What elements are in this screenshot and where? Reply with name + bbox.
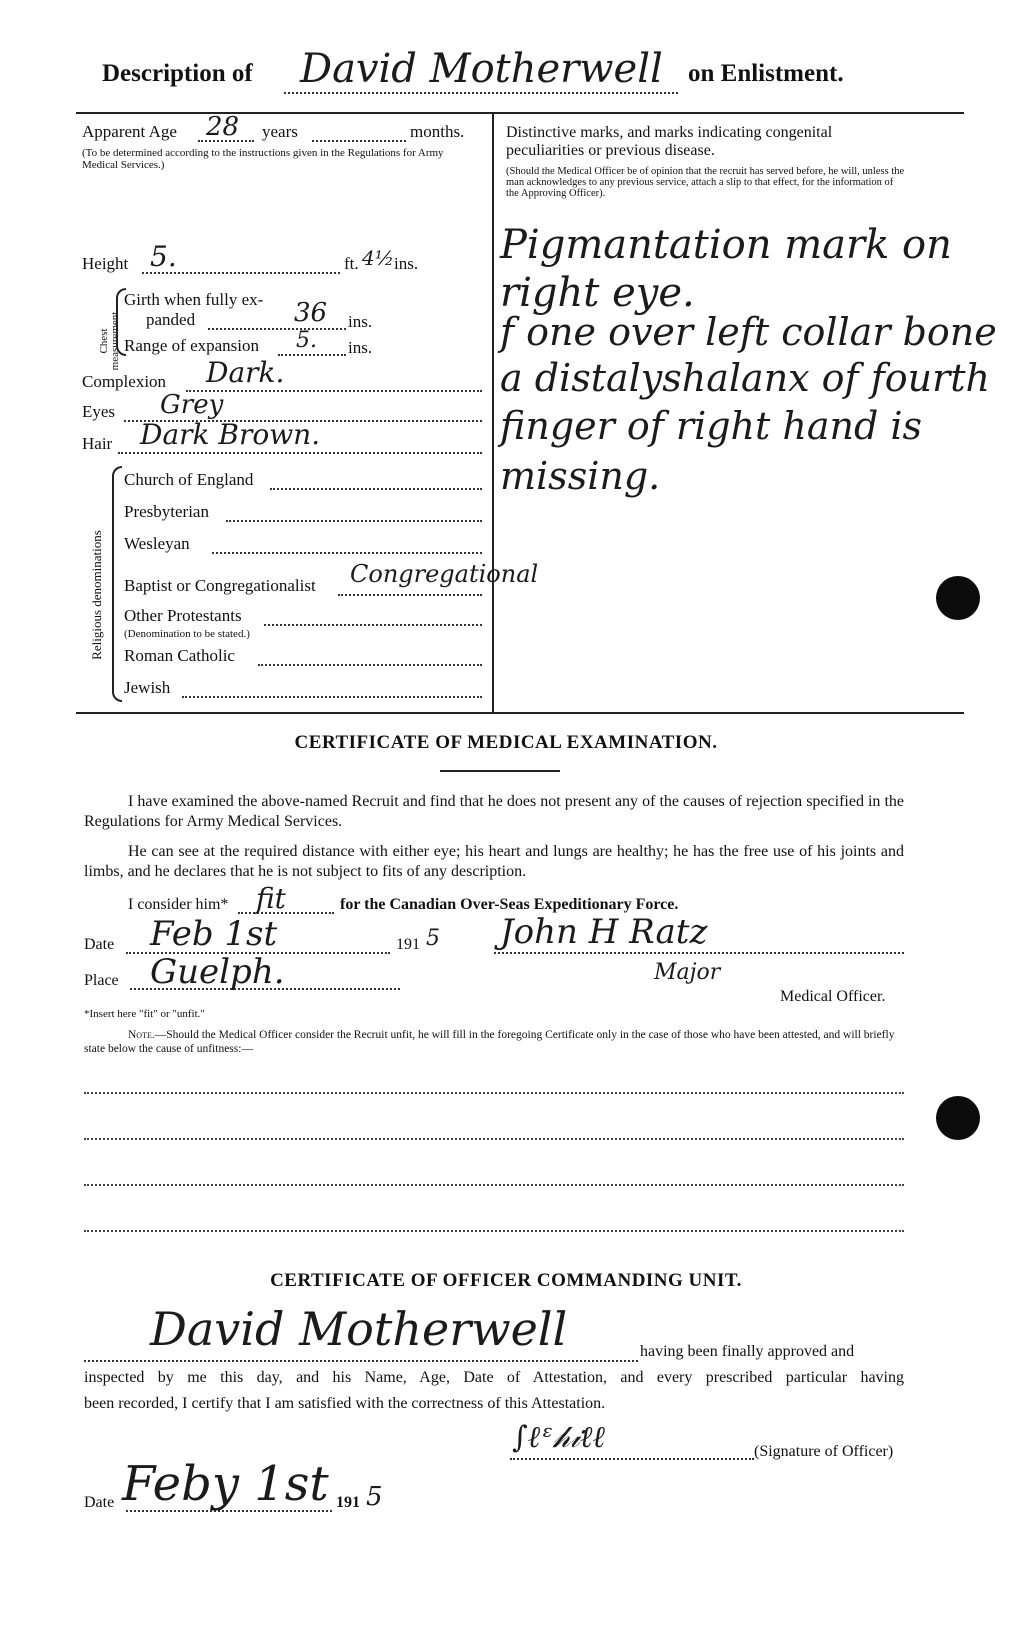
girth-label-2: panded: [146, 310, 196, 329]
religion-roman-catholic: Roman Catholic: [124, 646, 235, 665]
apparent-age-label: Apparent Age: [82, 122, 177, 141]
jewish-line: [182, 696, 482, 698]
girth-line: [208, 328, 346, 330]
marks-line-3: f one over left collar bone: [500, 310, 997, 354]
header-prefix: Description of: [102, 60, 253, 87]
age-years-value: 28: [206, 112, 240, 142]
unfitness-line-3: [84, 1184, 904, 1186]
baptist-line: [338, 594, 482, 596]
signature-line: [494, 952, 904, 954]
wesleyan-line: [212, 552, 482, 554]
officer-signature-line: [510, 1458, 754, 1460]
unfitness-line-1: [84, 1092, 904, 1094]
medical-certificate-title: CERTIFICATE OF MEDICAL EXAMINATION.: [294, 732, 718, 753]
other-line: [264, 624, 482, 626]
complexion-line: [186, 390, 482, 392]
religion-wesleyan: Wesleyan: [124, 534, 190, 553]
months-label: months.: [410, 122, 465, 141]
note-text: —Should the Medical Officer consider the Recruit unfit, he will fill in the foregoing Certificate only in the case of those who have been attested, and will briefly state below the cause of unfitness:—: [84, 1029, 895, 1055]
officer-year-prefix: 191: [336, 1494, 360, 1511]
age-note: (To be determined according to the instructions given in the Regulations for Army Medical Services.): [82, 147, 444, 171]
height-label: Height: [82, 254, 129, 273]
officer-date-label: Date: [84, 1494, 115, 1511]
medical-year-value: 5: [426, 926, 440, 951]
marks-line-4: a distalyshalanx of fourth: [500, 356, 991, 400]
medical-date-value: Feb 1st: [150, 914, 278, 954]
medical-paragraph-2: He can see at the required distance with either eye; his heart and lungs are healthy; he has the free use of his joints and limbs, and he declares that he is not subject to fits of any description.: [84, 843, 904, 880]
place-label: Place: [84, 972, 119, 989]
marks-line-2: right eye.: [500, 270, 695, 316]
ft-label: ft.: [344, 254, 359, 273]
religion-other: Other Protestants: [124, 606, 242, 625]
catholic-line: [258, 664, 482, 666]
religion-church-of-england: Church of England: [124, 470, 254, 489]
hair-line: [118, 452, 482, 454]
ins-label: ins.: [394, 254, 419, 273]
marks-line-5: finger of right hand is: [500, 404, 923, 448]
religion-other-note: (Denomination to be stated.): [124, 628, 250, 640]
distinctive-marks-heading: Distinctive marks, and marks indicating congenital peculiarities or previous disease.: [506, 124, 833, 159]
punch-hole-top: [936, 576, 980, 620]
insert-note: *Insert here "fit" or "unfit.": [84, 1008, 205, 1020]
marks-line-6: missing.: [500, 454, 661, 498]
height-ft-value: 5.: [150, 240, 177, 273]
consider-suffix: for the Canadian Over-Seas Expeditionary Force.: [340, 896, 679, 913]
distinctive-marks-note: (Should the Medical Officer be of opinion that the recruit has served before, he will, unless the man acknowledges to any previous service, attach a slip to that effect, for the information of the Approving Officer).: [506, 166, 905, 199]
religion-value: Congregational: [350, 560, 539, 588]
officer-name-line: [84, 1360, 638, 1362]
range-value: 5.: [296, 328, 317, 353]
range-label: Range of expansion: [124, 336, 260, 355]
officer-recruit-name: David Motherwell: [150, 1302, 568, 1356]
section-rule: [76, 712, 964, 714]
church-line: [270, 488, 482, 490]
column-divider: [492, 114, 494, 712]
religious-denominations-label: Religious denominations: [89, 530, 104, 660]
religion-baptist: Baptist or Congregationalist: [124, 576, 316, 595]
year-prefix: 191: [396, 936, 420, 953]
officer-line-1: having been finally approved and: [640, 1343, 855, 1360]
complexion-value: Dark.: [206, 356, 285, 389]
recruit-name: David Motherwell: [300, 46, 663, 92]
chest-measurement-label: Chest measurement: [98, 311, 121, 371]
unfitness-note: [84, 1028, 904, 1056]
medical-officer-rank: Major: [654, 960, 721, 985]
officer-year-value: 5: [366, 1482, 383, 1512]
consider-label: I consider him*: [128, 896, 229, 913]
header-name-line: [284, 92, 678, 94]
hair-label: Hair: [82, 434, 113, 453]
medical-paragraph-1: I have examined the above-named Recruit and find that he does not present any of the causes of rejection specified in the Regulations for Army Medical Services.: [84, 793, 904, 830]
unfitness-line-4: [84, 1230, 904, 1232]
officer-date-value: Feby 1st: [122, 1456, 329, 1512]
medical-officer-label: Medical Officer.: [780, 988, 886, 1005]
header-suffix: on Enlistment.: [688, 60, 844, 87]
hair-value: Dark Brown.: [140, 418, 321, 451]
consider-value: fit: [256, 882, 286, 915]
unfitness-line-2: [84, 1138, 904, 1140]
girth-value: 36: [294, 298, 328, 328]
place-value: Guelph.: [150, 952, 285, 992]
range-unit: ins.: [348, 338, 373, 357]
height-ins-value: 4½: [362, 246, 395, 270]
range-line: [278, 354, 346, 356]
religion-brace: [112, 466, 122, 702]
eyes-label: Eyes: [82, 402, 116, 421]
months-line: [312, 140, 406, 142]
date-label: Date: [84, 936, 115, 953]
years-label: years: [262, 122, 298, 141]
punch-hole-bottom: [936, 1096, 980, 1140]
religion-presbyterian: Presbyterian: [124, 502, 209, 521]
title-underline: [440, 770, 560, 772]
medical-officer-signature: John H Ratz: [500, 912, 708, 952]
commanding-officer-signature: ∫ℓᵋ𝒽𝒾ℓℓ: [512, 1420, 605, 1455]
presbyterian-line: [226, 520, 482, 522]
girth-unit: ins.: [348, 312, 373, 331]
marks-line-1: Pigmantation mark on: [500, 222, 952, 268]
complexion-label: Complexion: [82, 372, 167, 391]
officer-certificate-title: CERTIFICATE OF OFFICER COMMANDING UNIT.: [270, 1270, 742, 1291]
officer-line-2: inspected by me this day, and his Name, Age, Date of Attestation, and every prescribed particular having: [84, 1369, 904, 1386]
note-label: Note.: [128, 1029, 155, 1041]
girth-label-1: Girth when fully ex-: [124, 290, 264, 309]
religion-jewish: Jewish: [124, 678, 171, 697]
officer-signature-label: (Signature of Officer): [754, 1443, 894, 1460]
eyes-value: Grey: [160, 390, 224, 420]
officer-line-3: been recorded, I certify that I am satisfied with the correctness of this Attestation.: [84, 1395, 606, 1412]
